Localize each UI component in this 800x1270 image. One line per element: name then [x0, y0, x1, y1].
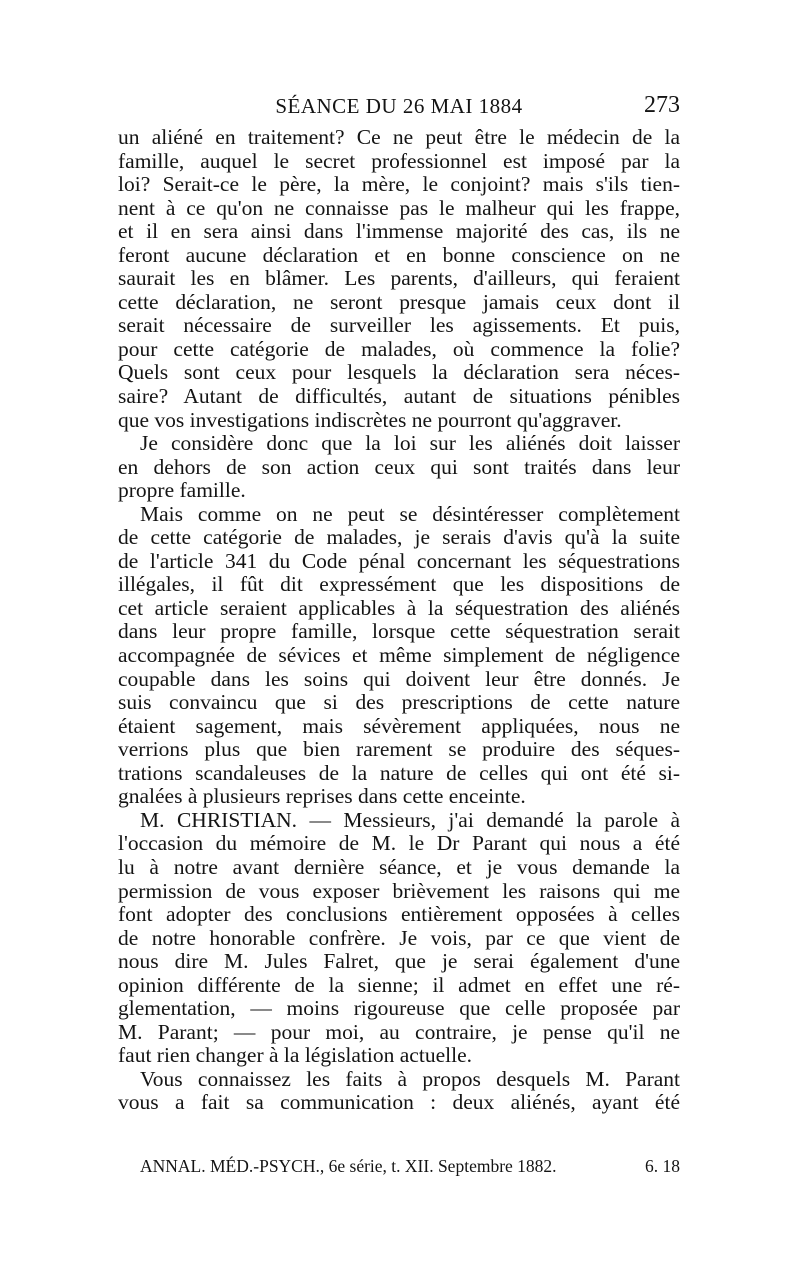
text-line: que vos investigations indiscrètes ne pourront qu'aggraver.: [118, 407, 622, 432]
text-line: Quels sont ceux pour lesquels la déclaration sera néces-: [118, 360, 680, 385]
paragraph-start-line: Vous connaissez les faits à propos desquels M. Parant: [140, 1066, 680, 1091]
text-line: faut rien changer à la législation actuelle.: [118, 1043, 472, 1068]
text-line: de cette catégorie de malades, je serais d'avis qu'à la suite: [118, 525, 680, 550]
text-line: cet article seraient applicables à la séquestration des aliénés: [118, 595, 680, 620]
text-line: étaient sagement, mais sévèrement appliquées, nous ne: [118, 713, 680, 738]
page-number: 273: [644, 92, 680, 118]
text-line: M. Parant; — pour moi, au contraire, je pense qu'il ne: [118, 1019, 680, 1044]
text-line: font adopter des conclusions entièrement opposées à celles: [118, 902, 680, 927]
signature-mark: 6. 18: [645, 1156, 680, 1176]
text-line: verrions plus que bien rarement se produire des séques-: [118, 737, 680, 762]
text-line: coupable dans les soins qui doivent leur être donnés. Je: [118, 666, 680, 691]
text-line: saurait les en blâmer. Les parents, d'ailleurs, qui feraient: [118, 266, 680, 291]
text-line: de l'article 341 du Code pénal concernant les séquestrations: [118, 548, 680, 573]
text-line: illégales, il fût dit expressément que les dispositions de: [118, 572, 680, 597]
text-line: pour cette catégorie de malades, où commence la folie?: [118, 336, 680, 361]
text-line: cette déclaration, ne seront presque jamais ceux dont il: [118, 289, 680, 314]
text-line: en dehors de son action ceux qui sont traités dans leur: [118, 454, 680, 479]
text-line: et il en sera ainsi dans l'immense majorité des cas, ils ne: [118, 219, 680, 244]
text-line: permission de vous exposer brièvement les raisons qui me: [118, 878, 680, 903]
text-line: dans leur propre famille, lorsque cette séquestration serait: [118, 619, 680, 644]
text-line: glementation, — moins rigoureuse que celle proposée par: [118, 996, 680, 1021]
text-line: serait nécessaire de surveiller les agissements. Et puis,: [118, 313, 680, 338]
text-line: propre famille.: [118, 478, 246, 503]
text-line: un aliéné en traitement? Ce ne peut être le médecin de la: [118, 125, 680, 149]
text-line: trations scandaleuses de la nature de celles qui ont été si-: [118, 760, 680, 785]
text-line: saire? Autant de difficultés, autant de situations pénibles: [118, 384, 680, 409]
text-line: gnalées à plusieurs reprises dans cette enceinte.: [118, 784, 526, 809]
text-line: nent à ce qu'on ne connaisse pas le malheur qui les frappe,: [118, 195, 680, 220]
running-head: SÉANCE DU 26 MAI 1884: [275, 94, 523, 118]
text-line: de notre honorable confrère. Je vois, par ce que vient de: [118, 925, 680, 950]
text-line: suis convaincu que si des prescriptions de cette nature: [118, 690, 680, 715]
text-line: vous a fait sa communication : deux aliénés, ayant été: [118, 1090, 680, 1115]
text-line: famille, auquel le secret professionnel est imposé par la: [118, 148, 680, 173]
text-line: feront aucune déclaration et en bonne conscience on ne: [118, 242, 680, 267]
paragraph-start-line: M. CHRISTIAN. — Messieurs, j'ai demandé la parole à: [140, 807, 680, 832]
text-line: l'occasion du mémoire de M. le Dr Parant qui nous a été: [118, 831, 680, 856]
paragraph-start-line: Je considère donc que la loi sur les aliénés doit laisser: [140, 431, 680, 456]
text-line: opinion différente de la sienne; il admet en effet une ré-: [118, 972, 680, 997]
paragraph-start-line: Mais comme on ne peut se désintéresser complètement: [140, 501, 680, 526]
text-line: loi? Serait-ce le père, la mère, le conjoint? mais s'ils tien-: [118, 172, 680, 197]
text-line: accompagnée de sévices et même simplement de négligence: [118, 643, 680, 668]
text-line: lu à notre avant dernière séance, et je vous demande la: [118, 854, 680, 879]
journal-citation: ANNAL. MÉD.-PSYCH., 6e série, t. XII. Septembre 1882.: [140, 1156, 557, 1176]
page-footer: [118, 1156, 680, 1182]
body-text: [118, 126, 680, 1115]
text-line: nous dire M. Jules Falret, que je serai également d'une: [118, 949, 680, 974]
page-header: [118, 94, 680, 124]
